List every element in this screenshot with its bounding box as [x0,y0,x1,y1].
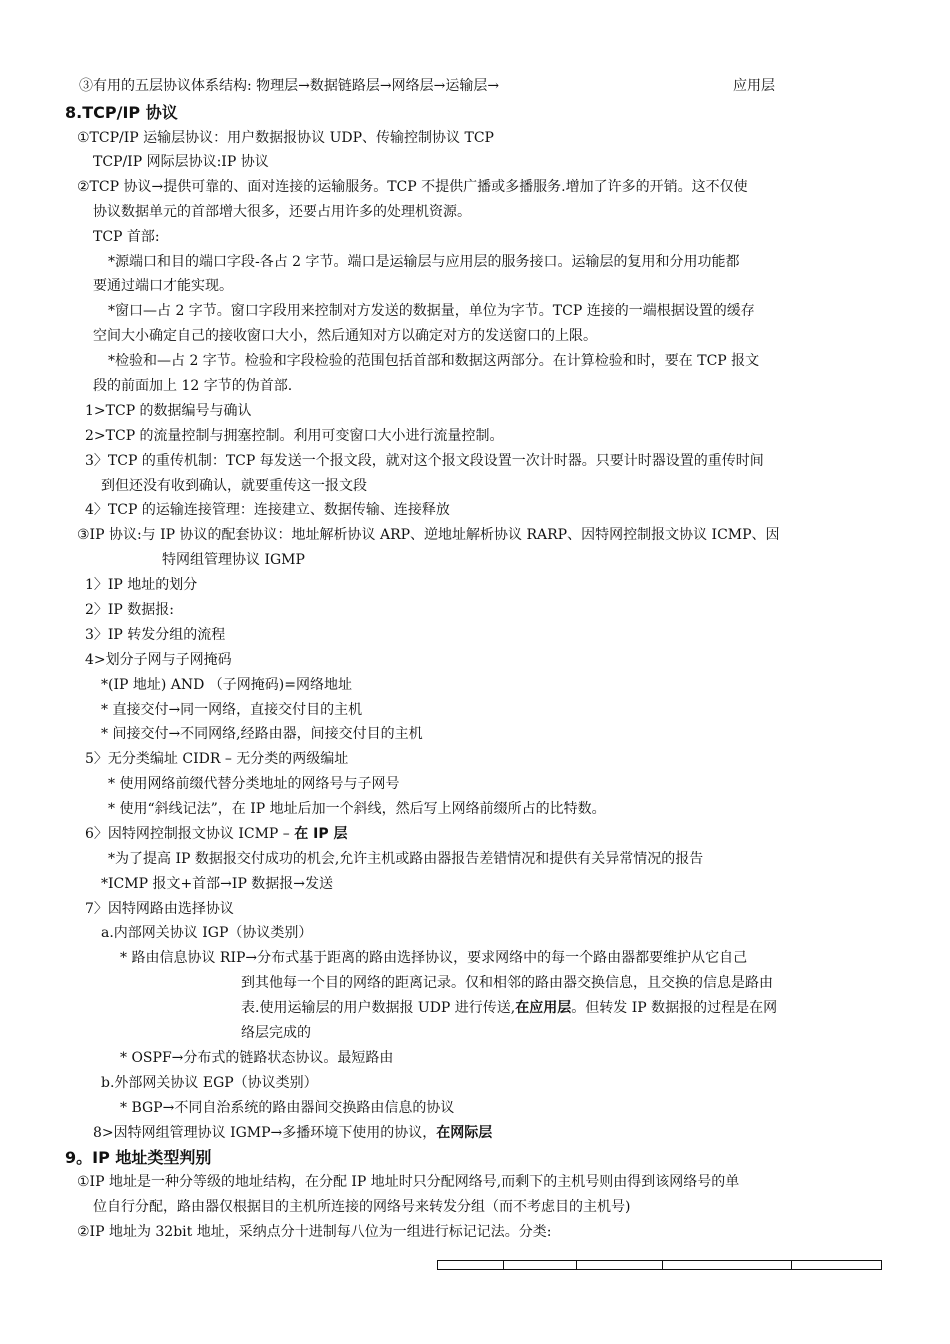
text-line: 3〉TCP 的重传机制：TCP 每发送一个报文段，就对这个报文段设置一次计时器。只要计时器设置的重传时间 [85,453,764,469]
text-line: 4〉TCP 的运输连接管理：连接建立、数据传输、连接释放 [85,502,450,518]
text-line: 2>TCP 的流量控制与拥塞控制。利用可变窗口大小进行流量控制。 [85,428,504,444]
five-layer-line: ③有用的五层协议体系结构: 物理层→数据链路层→网络层→运输层→ [79,78,500,94]
table-divider [662,1261,663,1269]
table-divider [791,1261,792,1269]
igmp-line: 8>因特网组管理协议 IGMP→多播环境下使用的协议，在网际层 [93,1125,493,1141]
text-line: * 使用网络前缀代替分类地址的网络号与子网号 [108,776,400,792]
text-line: 要通过端口才能实现。 [93,278,233,294]
text-line: ①IP 地址是一种分等级的地址结构，在分配 IP 地址时只分配网络号,而剩下的主机号则由得到该网络号的单 [77,1174,740,1190]
text-line: *(IP 地址) AND （子网掩码)=网络地址 [101,677,353,693]
text-line: 到但还没有收到确认，就要重传这一报文段 [101,478,367,494]
text-line: *ICMP 报文+首部→IP 数据报→发送 [101,876,334,892]
text-line: *为了提高 IP 数据报交付成功的机会,允许主机或路由器报告差错情况和提供有关异常情况的报告 [108,851,704,867]
text-line: TCP/IP 网际层协议:IP 协议 [93,154,269,170]
rip-application-line: 表.使用运输层的用户数据报 UDP 进行传送,在应用层。但转发 IP 数据报的过程是在网 [241,1000,778,1016]
text-line: 4>划分子网与子网掩码 [85,652,232,668]
text-line: TCP 首部: [93,229,160,245]
text-line: 3〉IP 转发分组的流程 [85,627,226,643]
text-line: ②TCP 协议→提供可靠的、面对连接的运输服务。TCP 不提供广播或多播服务.增加了许多的开销。这不仅使 [77,179,748,195]
text-line: *窗口—占 2 字节。窗口字段用来控制对方发送的数据量，单位为字节。TCP 连接的一端根据设置的缓存 [108,303,755,319]
icmp-line: 6〉因特网控制报文协议 ICMP – 在 IP 层 [85,826,348,842]
text-line: 2〉IP 数据报: [85,602,175,618]
text-line: 络层完成的 [241,1025,311,1041]
text-line: * 直接交付→同一网络，直接交付目的主机 [101,702,363,718]
text-line: 5〉无分类编址 CIDR – 无分类的两级编址 [85,751,349,767]
text-line: * BGP→不同自治系统的路由器间交换路由信息的协议 [120,1100,455,1116]
text-line: * 使用“斜线记法”，在 IP 地址后加一个斜线，然后写上网络前缀所占的比特数。 [108,801,606,817]
text-line: 位自行分配，路由器仅根据目的主机所连接的网络号来转发分组（而不考虑目的主机号) [93,1199,631,1215]
text-line: * OSPF→分布式的链路状态协议。最短路由 [120,1050,394,1066]
text-line: 空间大小确定自己的接收窗口大小，然后通知对方以确定对方的发送窗口的上限。 [93,328,597,344]
text-line: 到其他每一个目的网络的距离记录。仅和相邻的路由器交换信息，且交换的信息是路由 [241,975,773,991]
text-line: b.外部网关协议 EGP（协议类别） [101,1075,318,1091]
text-line: ②IP 地址为 32bit 地址，采纳点分十进制每八位为一组进行标记记法。分类: [77,1224,552,1240]
ip-class-table [437,1260,882,1270]
text-line: * 间接交付→不同网络,经路由器，间接交付目的主机 [101,726,423,742]
section-heading-9: 9。IP 地址类型判别 [65,1148,212,1167]
text-line: ①TCP/IP 运输层协议：用户数据报协议 UDP、传输控制协议 TCP [77,130,494,146]
text-line: 协议数据单元的首部增大很多，还要占用许多的处理机资源。 [93,204,471,220]
text-line: 1〉IP 地址的划分 [85,577,198,593]
text-line: 段的前面加上 12 字节的伪首部. [93,378,293,394]
table-divider [503,1261,504,1269]
text-line: ③IP 协议:与 IP 协议的配套协议：地址解析协议 ARP、逆地址解析协议 RARP、因特网控制报文协议 ICMP、因 [77,527,780,543]
table-divider [576,1261,577,1269]
text-line: *检验和—占 2 字节。检验和字段检验的范围包括首部和数据这两部分。在计算检验和时，要在 TCP 报文 [108,353,760,369]
text-line: * 路由信息协议 RIP→分布式基于距离的路由选择协议，要求网络中的每一个路由器都要维护从它自己 [120,950,748,966]
five-layer-app-layer: 应用层 [733,78,775,94]
text-line: *源端口和目的端口字段-各占 2 字节。端口是运输层与应用层的服务接口。运输层的复用和分用功能都 [108,254,740,270]
text-line: 7〉因特网路由选择协议 [85,901,234,917]
text-line: a.内部网关协议 IGP（协议类别） [101,925,313,941]
text-line: 1>TCP 的数据编号与确认 [85,403,252,419]
text-line: 特网组管理协议 IGMP [162,552,305,568]
section-heading-8: 8.TCP/IP 协议 [65,103,178,122]
